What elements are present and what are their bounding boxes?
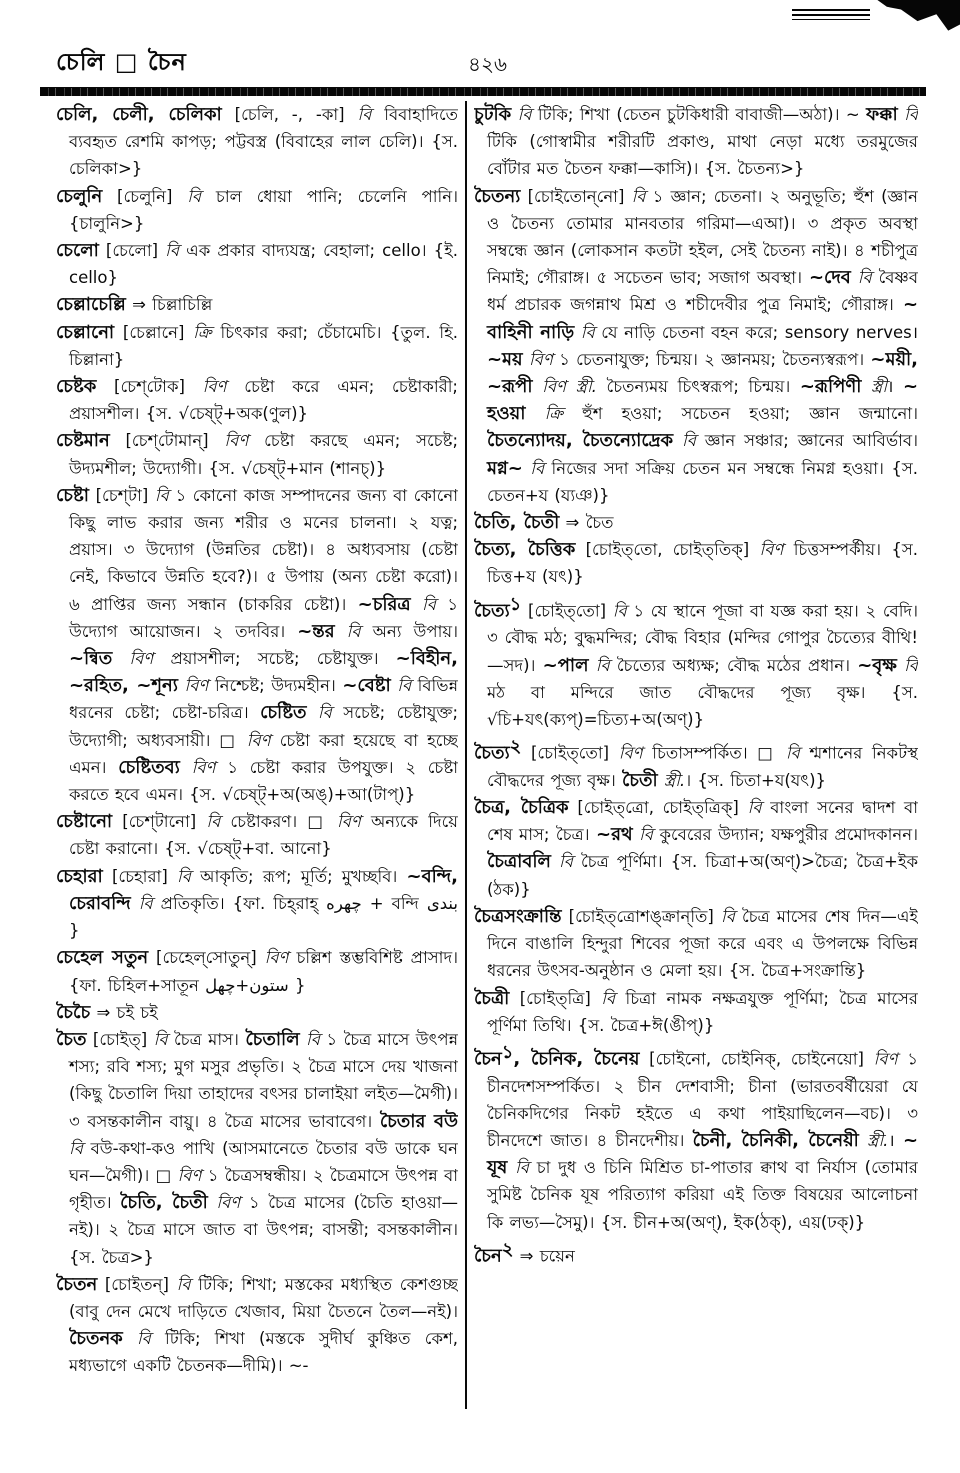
- column-left: [56, 101, 458, 1409]
- guide-word: চেলি □ চৈন: [56, 48, 187, 76]
- dictionary-entry: চুটকি বি টিকি; শিখা (চেতন চুটকিধারী বাবাজী—অঠা)। ~ ফক্কা বি টিকি (গোস্বামীর শরীরটি প্রকাণ্ড, মাথা নেড়া মধ্যে তরমুজের বোঁটার মত চৈতন ফক্কা—কাসি)। {স. চৈতন্য>}: [474, 104, 918, 179]
- dictionary-entry: চেল্লাচেল্লি ⇒ চিল্লাচিল্লি: [56, 294, 213, 316]
- dictionary-entry: চৈত্য$^১$ [চোইত্‌তো] বি ১ যে স্থানে পূজা বা যজ্ঞ করা হয়। ২ বেদি। ৩ বৌদ্ধ মঠ; বুদ্ধমন্দির; বৌদ্ধ বিহার (মন্দির গোপুর চৈত্যের বীথি!—সদ)। ~পাল বি চৈত্যের অধ্যক্ষ; বৌদ্ধ মঠের প্রধান। ~বৃক্ষ বি মঠ বা মন্দিরে জাত বৌদ্ধদের পূজ্য বৃক্ষ। {স. √চি+যৎ(ক্যপ্‌)=চিত্য+অ(অণ্‌)}: [474, 593, 918, 729]
- dictionary-entry: চেষ্টা [চেশ্‌টা] বি ১ কোনো কাজ সম্পাদনের জন্য বা কোনো কিছু লাভ করার জন্য শরীর ও মনের চালনা। ২ যত্ন; প্রয়াস। ৩ উদ্যোগ (উন্নতির চেষ্টা)। ৪ অধ্যবসায় (চেষ্টা নেই, কিভাবে উন্নতি হবে?)। ৫ উপায় (অন্য চেষ্টা করো)। ৬ প্রাপ্তির জন্য সন্ধান (চাকরির চেষ্টা)। ~চরিত্র বি ১ উদ্যোগ আয়োজন। ২ তদবির। ~ন্তর বি অন্য উপায়। ~ন্বিত বিণ প্রয়াসশীল; সচেষ্ট; চেষ্টাযুক্ত। ~বিহীন, ~রহিত, ~শূন্য বিণ নিশ্চেষ্ট; উদ্যমহীন। ~বেষ্টা বি বিভিন্ন ধরনের চেষ্টা; চেষ্টা-চরিত্র। চেষ্টিত বি সচেষ্ট; চেষ্টাযুক্ত; উদ্যোগী; অধ্যবসায়ী। □ বিণ চেষ্টা করা হয়েছে বা হচ্ছে এমন। চেষ্টিতব্য বিণ ১ চেষ্টা করার উপযুক্ত। ২ চেষ্টা করতে হবে এমন। {স. √চেষ্ট্‌+অ(অঙ্‌)+আ(টাপ্‌)}: [56, 484, 458, 805]
- dictionary-entry: চেষ্টানো [চেশ্‌টানো] বি চেষ্টাকরণ। □ বিণ অন্যকে দিয়ে চেষ্টা করানো। {স. √চেষ্ট্‌+বা. আনো}: [56, 811, 458, 859]
- dictionary-entry: চৈতন [চোইতন্‌] বি টিকি; শিখা; মস্তকের মধ্যস্থিত কেশগুচ্ছ (বাবু দেন মেখে দাড়িতে খেজাব, মিয়া চৈতনে তৈল—নই)। চৈতনক বি টিকি; শিখা (মস্তকে সুদীর্ঘ কুঞ্চিত কেশ, মধ্যভাগে একটি চৈতনক—দীমি)। ~-: [56, 1273, 458, 1376]
- dictionary-entry: চৈতি, চৈতী ⇒ চৈত: [474, 512, 614, 534]
- dictionary-entry: চেহেল সতুন [চেহেল্‌সোতুন্‌] বিণ চল্লিশ স্তম্ভবিশিষ্ট প্রাসাদ। {ফা. চিহিল+সাতূন ستون+چهل }: [56, 947, 458, 995]
- column-right: [474, 101, 918, 1409]
- dictionary-entry: চেল্লানো [চেল্লানে] ক্রি চিৎকার করা; চেঁচামেচি। {তুল. হি. চিল্লানা}: [56, 321, 458, 369]
- scan-artifact-top-right: [800, 0, 960, 40]
- dictionary-entry: চেলুনি [চেলুনি] বি চাল ধোয়া পানি; চেলেনি পানি। {চালুনি>}: [56, 185, 458, 233]
- dictionary-entry: চৈন$^১$, চৈনিক, চৈনেয় [চোইনো, চোইনিক্‌, চোইনেয়ো] বিণ ১ চীনদেশসম্পর্কিত। ২ চীন দেশবাসী; চীনা (ভারতবর্ষীয়েরা যে চৈনিকদিগের নিকট হইতে এ কথা পাইয়াছিলেন—বচ)। ৩ চীনদেশে জাত। ৪ চীনদেশীয়। চৈনী, চৈনিকী, চৈনেয়ী স্ত্রী.। ~ যূষ বি চা দুধ ও চিনি মিশ্রিত চা-পাতার ক্বাথ বা নির্যাস (তোমার সুমিষ্ট চৈনিক যূষ পরিত্যাগ করিয়া এই তিক্ত বিষয়ের আলোচনা কি লভ্য—সৈমু)। {স. চীন+অ(অণ্‌), ইক(ঠক্‌), এয়(ঢক্‌)}: [474, 1041, 918, 1232]
- dictionary-entry: চৈত্রী [চোইত্‌ত্রি] বি চিত্রা নামক নক্ষত্রযুক্ত পূর্ণিমা; চৈত্র মাসের পূর্ণিমা তিথি। {স. চৈত্র+ঈ(ঙীপ্‌)}: [474, 987, 918, 1035]
- page-number: ৪২৬: [468, 52, 507, 76]
- scan-streak-lines: [792, 9, 870, 20]
- dictionary-entry: চেলি, চেলী, চেলিকা [চেলি, -, -কা] বি বিবাহাদিতে ব্যবহৃত রেশমি কাপড়; পট্টবস্ত্র (বিবাহের লাল চেলি)। {স. চেলিকা>}: [56, 104, 458, 179]
- dictionary-entry: চেহারা [চেহারা] বি আকৃতি; রূপ; মূর্তি; মুখচ্ছবি। ~বন্দি, চেরাবন্দি বি প্রতিকৃতি। {ফা. চিহ্‌রাহ্‌ چهره + বন্দি بندى }: [56, 865, 458, 941]
- header-rule: [40, 87, 926, 96]
- dictionary-entry: চৈত্র, চৈত্রিক [চোইত্‌ত্রো, চোইত্‌ত্রিক্‌] বি বাংলা সনের দ্বাদশ বা শেষ মাস; চৈত্র। ~রথ বি কুবেরের উদ্যান; যক্ষপুরীর প্রমোদকানন। চৈত্রাবলি বি চৈত্র পূর্ণিমা। {স. চিত্রা+অ(অণ্‌)>চৈত্র; চৈত্র+ইক (ঠক)}: [474, 797, 918, 899]
- dictionary-entry: চেষ্টক [চেশ্‌টোক] বিণ চেষ্টা করে এমন; চেষ্টাকারী; প্রয়াসশীল। {স. √চেষ্ট্‌+অক(ণুল)}: [56, 376, 458, 424]
- dictionary-entry: চৈত্রসংক্রান্তি [চোইত্‌ত্রোশঙ্‌ক্রান্‌তি] বি চৈত্র মাসের শেষ দিন—এই দিনে বাঙালি হিন্দুরা শিবের পূজা করে এবং এ উপলক্ষে বিভিন্ন ধরনের উৎসব-অনুষ্ঠান ও মেলা হয়। {স. চৈত্র+সংক্রান্তি}: [474, 905, 918, 981]
- dictionary-entry: চৈত [চোইত্‌] বি চৈত্র মাস। চৈতালি বি ১ চৈত্র মাসে উৎপন্ন শস্য; রবি শস্য; মুগ মসুর প্রভৃতি। ২ চৈত্র মাসে দেয় খাজনা (কিছু চৈতালি দিয়া তাহাদের বৎসর চালাইয়া লইত—মৈগী)। ৩ বসন্তকালীন বায়ু। ৪ চৈত্র মাসের ভাবাবেগ। চৈতার বউ বি বউ-কথা-কও পাখি (আসমানেতে চৈতার বউ ডাকে ঘন ঘন—মৈগী)। □ বিণ ১ চৈত্রসম্বন্ধীয়। ২ চৈত্রমাসে উৎপন্ন বা গৃহীত। চৈতি, চৈতী বিণ ১ চৈত্র মাসের (চৈতি হাওয়া—নই)। ২ চৈত্র মাসে জাত বা উৎপন্ন; বাসন্তী; বসন্তকালীন। {স. চৈত্র>}: [56, 1028, 458, 1267]
- column-divider: [465, 101, 467, 1409]
- dictionary-entry: চৈত্য, চৈত্তিক [চোইত্‌তো, চোইত্‌তিক্‌] বিণ চিত্তসম্পর্কীয়। {স. চিত্ত+য (যৎ)}: [474, 539, 918, 587]
- dictionary-entry: চেলো [চেলো] বি এক প্রকার বাদ্যযন্ত্র; বেহালা; cello। {ই. cello}: [56, 240, 458, 288]
- dictionary-entry: চৈচৈ ⇒ চই চই: [56, 1001, 158, 1023]
- dictionary-entry: চৈতন্য [চোইতোন্‌নো] বি ১ জ্ঞান; চেতনা। ২ অনুভূতি; হুঁশ (জ্ঞান ও চৈতন্য তোমার মানবতার গরিমা—এআ)। ৩ প্রকৃত অবস্থা সম্বন্ধে জ্ঞান (লোকসান কতটা হইল, সেই চৈতন্য নাই)। ৪ শচীপুত্র নিমাই; গৌরাঙ্গ। ৫ সচেতন ভাব; সজাগ অবস্থা। ~দেব বি বৈষ্ণব ধর্ম প্রচারক জগন্নাথ মিশ্র ও শচীদেবীর পুত্র নিমাই; গৌরাঙ্গ। ~ বাহিনী নাড়ি বি যে নাড়ি চেতনা বহন করে; sensory nerves। ~ময় বিণ ১ চেতনাযুক্ত; চিন্ময়। ২ জ্ঞানময়; চৈতন্যস্বরূপ। ~ময়ী, ~রূপী বিণ স্ত্রী. চৈতন্যময় চিৎস্বরূপ; চিন্ময়। ~রূপিণী স্ত্রী। ~ হওয়া ক্রি হুঁশ হওয়া; সচেতন হওয়া; জ্ঞান জন্মানো। চৈতন্যোদয়, চৈতন্যোদ্রেক বি জ্ঞান সঞ্চার; জ্ঞানের আবির্ভাব। মগ্ন~ বি নিজের সদা সক্রিয় চেতন মন সম্বন্ধে নিমগ্ন হওয়া। {স. চেতন+য (য্যঞ)}: [474, 185, 918, 505]
- page-header: [56, 44, 920, 80]
- dictionary-entry: চেষ্টমান [চেশ্‌টোমান্‌] বিণ চেষ্টা করছে এমন; সচেষ্ট; উদ্যমশীল; উদ্যোগী। {স. √চেষ্ট্‌+মান (শানচ্‌)}: [56, 430, 458, 478]
- dictionary-entry: চৈত্য$^২$ [চোইত্‌তো] বিণ চিতাসম্পর্কিত। □ বি শ্মশানের নিকটস্থ বৌদ্ধদের পূজ্য বৃক্ষ। চৈতী স্ত্রী.। {স. চিতা+য(যৎ)}: [474, 736, 918, 791]
- text-columns: [56, 101, 918, 1409]
- dictionary-entry: চৈন$^২$ ⇒ চয়েন: [474, 1238, 575, 1267]
